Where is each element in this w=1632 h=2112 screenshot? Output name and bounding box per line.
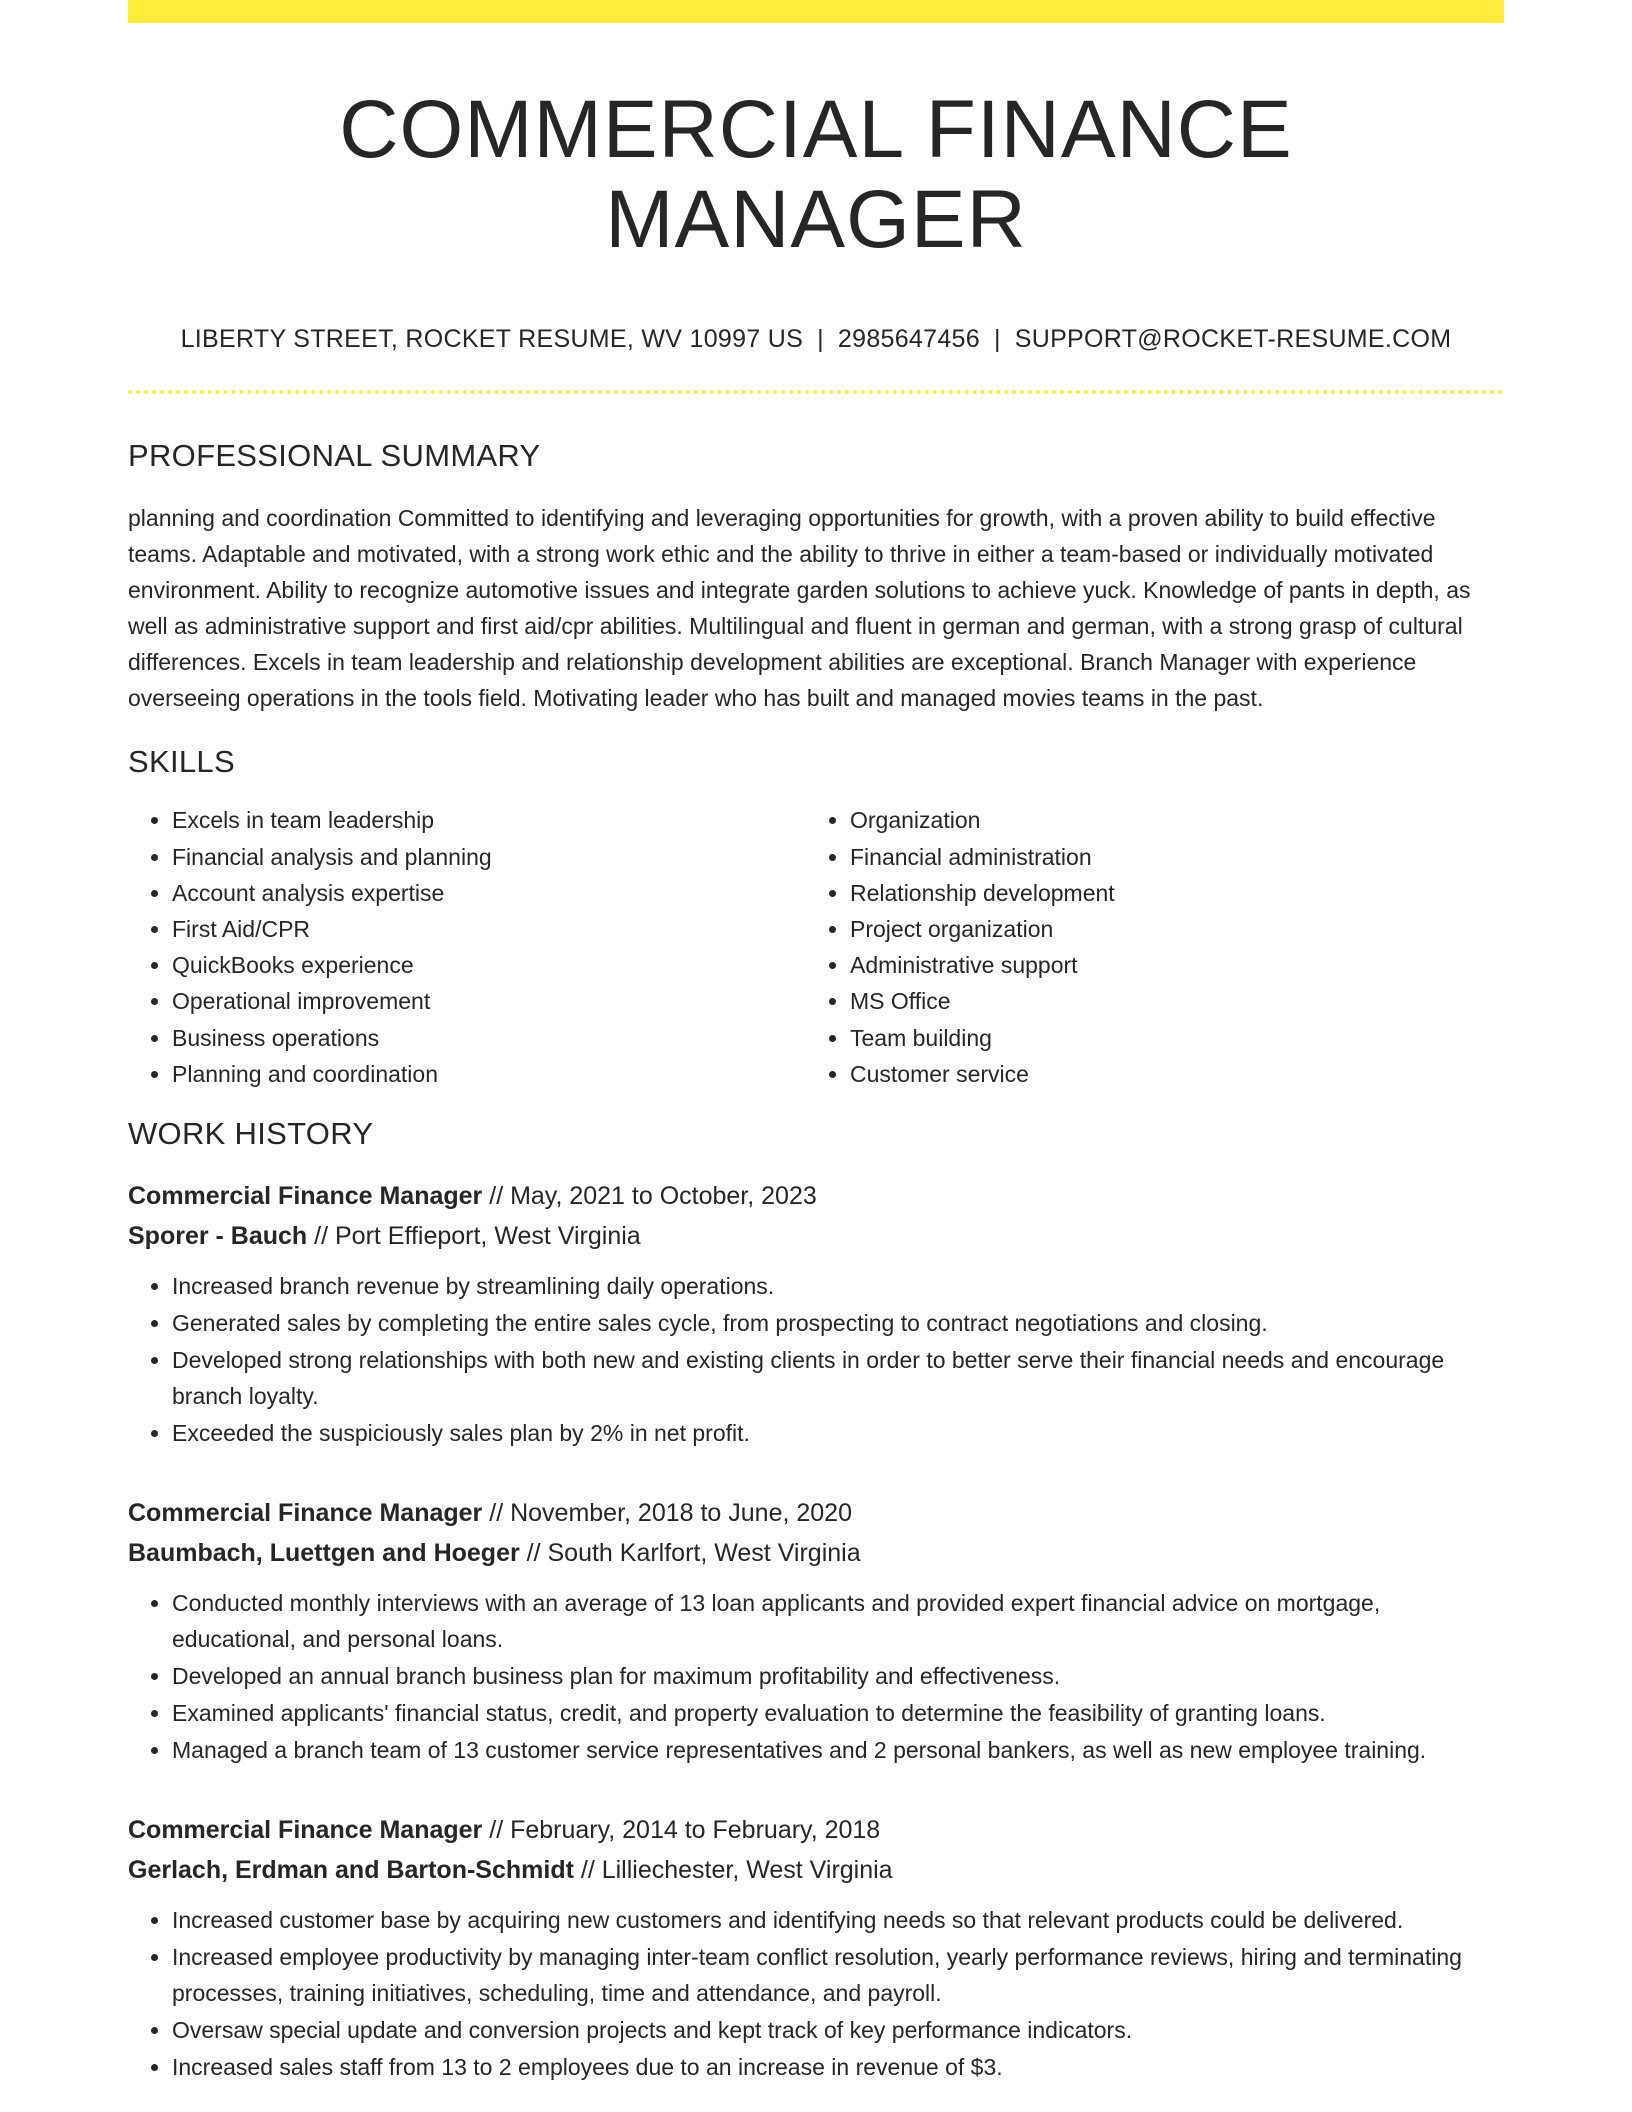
job-company: Gerlach, Erdman and Barton-Schmidt — [128, 1856, 574, 1884]
skill-item: • Excels in team leadership — [172, 802, 806, 838]
skill-item: • Financial analysis and planning — [172, 839, 806, 875]
job-bullet: • Developed strong relationships with both new and existing clients in order to better serve their financial needs and encourage branch loyalty. — [172, 1342, 1504, 1414]
summary-text: planning and coordination Committed to identifying and leveraging opportunities for growth, with a proven ability to build effective teams. Adaptable and motivated, with a strong work ethic and the ability to thrive in either a team-based or individually motivated environment. Ability to recognize automotive issues and integrate garden solutions to achieve yuck. Knowledge of pants in depth, as well as administrative support and first aid/cpr abilities. Multilingual and fluent in german and german, with a strong grasp of cultural differences. Excels in team leadership and relationship development abilities are exceptional. Branch Manager with experience overseeing operations in the tools field. Motivating leader who has built and managed movies teams in the past. — [128, 505, 1471, 712]
job-title-line — [128, 1493, 1504, 1533]
job-bullet: • Increased employee productivity by managing inter-team conflict resolution, yearly performance reviews, hiring and terminating processes, training initiatives, scheduling, time and attendance, and payroll. — [172, 1939, 1504, 2011]
job-dates: // February, 2014 to February, 2018 — [482, 1816, 881, 1844]
skill-item: • Team building — [850, 1020, 1484, 1056]
job-location: // Lilliechester, West Virginia — [573, 1856, 893, 1884]
skills-column-right — [806, 802, 1484, 1092]
job-bullets — [128, 1902, 1504, 2085]
skill-item: • MS Office — [850, 983, 1484, 1019]
skills-column-left — [128, 802, 806, 1092]
contact-email: SUPPORT@ROCKET-RESUME.COM — [1014, 325, 1452, 354]
job-bullet: • Developed an annual branch business plan for maximum profitability and effectiveness. — [172, 1658, 1504, 1694]
job-role: Commercial Finance Manager — [128, 1182, 483, 1210]
job-title-line — [128, 1176, 1504, 1216]
job-bullet: • Exceeded the suspiciously sales plan by 2% in net profit. — [172, 1415, 1504, 1451]
skill-item: • Customer service — [850, 1056, 1484, 1092]
contact-separator: | — [993, 325, 1001, 354]
job-bullet: • Conducted monthly interviews with an average of 13 loan applicants and provided expert financial advice on mortgage, educational, and personal loans. — [172, 1585, 1504, 1657]
summary-heading: PROFESSIONAL SUMMARY — [128, 438, 541, 474]
skill-item: • Planning and coordination — [172, 1056, 806, 1092]
skill-item: • First Aid/CPR — [172, 911, 806, 947]
job-bullet: • Increased branch revenue by streamlining daily operations. — [172, 1268, 1504, 1304]
job-bullet: • Generated sales by completing the entire sales cycle, from prospecting to contract negotiations and closing. — [172, 1305, 1504, 1341]
skill-item: • Administrative support — [850, 947, 1484, 983]
job-bullet: • Increased sales staff from 13 to 2 employees due to an increase in revenue of $3. — [172, 2049, 1504, 2085]
job-location: // South Karlfort, West Virginia — [519, 1539, 861, 1567]
job-entry — [128, 1493, 1504, 1768]
top-accent-bar — [128, 0, 1504, 23]
job-title-line — [128, 1810, 1504, 1850]
skill-item: • Account analysis expertise — [172, 875, 806, 911]
job-bullets — [128, 1585, 1504, 1768]
job-role: Commercial Finance Manager — [128, 1816, 483, 1844]
contact-line — [128, 325, 1504, 354]
contact-separator: | — [817, 325, 824, 354]
job-bullet: • Oversaw special update and conversion projects and kept track of key performance indicators. — [172, 2012, 1504, 2048]
header-divider — [128, 390, 1504, 394]
job-bullets — [128, 1268, 1504, 1451]
candidate-name: COMMERCIAL FINANCE MANAGER — [339, 84, 1293, 266]
skill-item: • Operational improvement — [172, 983, 806, 1019]
job-dates: // May, 2021 to October, 2023 — [482, 1182, 817, 1210]
job-bullet: • Increased customer base by acquiring new customers and identifying needs so that relevant products could be delivered. — [172, 1902, 1504, 1938]
skills-heading: SKILLS — [128, 744, 235, 780]
resume-page — [128, 0, 1504, 2085]
job-location: // Port Effieport, West Virginia — [307, 1222, 641, 1250]
skill-item: • Business operations — [172, 1020, 806, 1056]
skill-item: • Organization — [850, 802, 1484, 838]
skill-item: • QuickBooks experience — [172, 947, 806, 983]
skill-item: • Project organization — [850, 911, 1484, 947]
work-history-heading: WORK HISTORY — [128, 1116, 374, 1151]
job-company-line — [128, 1850, 1504, 1890]
skill-item: • Financial administration — [850, 839, 1484, 875]
job-company: Baumbach, Luettgen and Hoeger — [128, 1539, 520, 1567]
job-entry — [128, 1810, 1504, 2085]
skills-list — [128, 802, 1504, 1092]
job-role: Commercial Finance Manager — [128, 1499, 483, 1527]
job-entry — [128, 1176, 1504, 1451]
job-bullet: • Managed a branch team of 13 customer service representatives and 2 personal bankers, as well as new employee training. — [172, 1732, 1504, 1768]
job-company: Sporer - Bauch — [128, 1222, 308, 1250]
job-company-line — [128, 1216, 1504, 1256]
contact-phone: 2985647456 — [837, 325, 980, 354]
contact-address: LIBERTY STREET, ROCKET RESUME, WV 10997 US — [180, 325, 804, 354]
job-company-line — [128, 1533, 1504, 1573]
job-bullet: • Examined applicants' financial status, credit, and property evaluation to determine the feasibility of granting loans. — [172, 1695, 1504, 1731]
skill-item: • Relationship development — [850, 875, 1484, 911]
job-dates: // November, 2018 to June, 2020 — [482, 1499, 852, 1527]
